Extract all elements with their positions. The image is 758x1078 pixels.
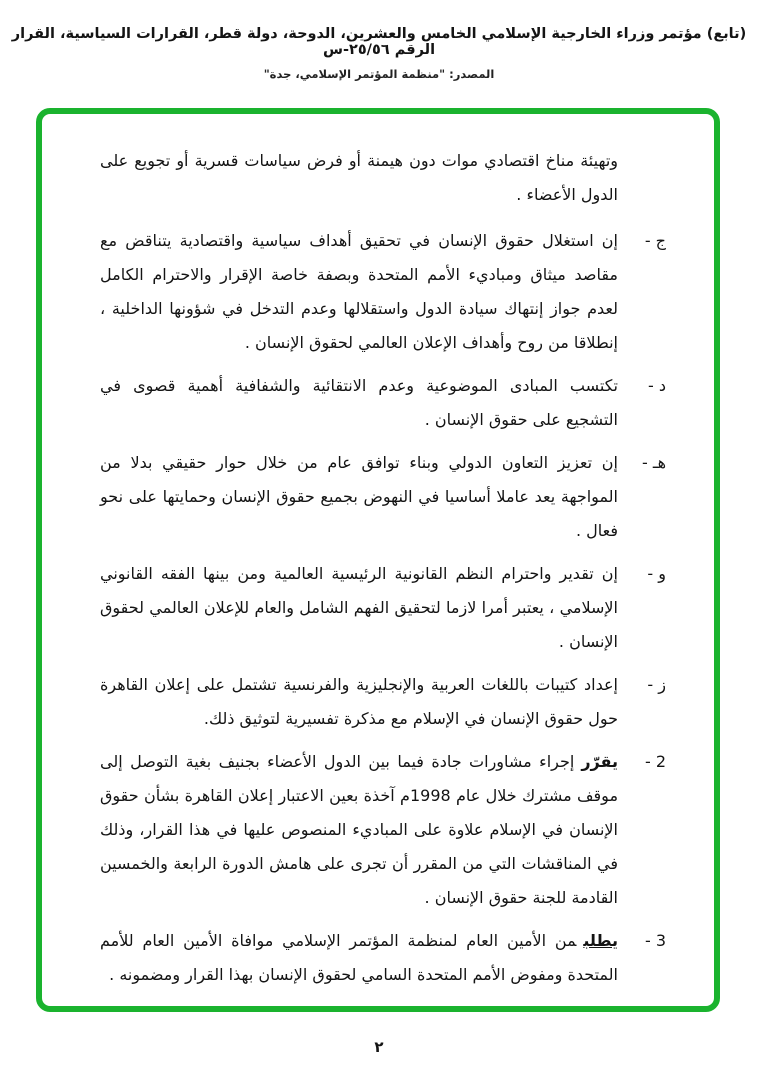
operative-verb: يطلب (583, 931, 618, 950)
item-marker (618, 1001, 666, 1012)
item-marker: و - (647, 564, 666, 583)
list-item-3 (100, 924, 666, 992)
item-text (100, 924, 618, 992)
list-item-4 (100, 1001, 666, 1012)
list-item-2 (100, 745, 666, 915)
document-body (42, 114, 714, 1012)
item-text: إن تعزيز التعاون الدولي وبناء توافق عام من خلال حوار حقيقي بدلا من المواجهة يعد عاملا أساسيا في النهوض بجميع حقوق الإنسان وحمايتها على نحو فعال . (100, 453, 618, 540)
list-item-ha (100, 446, 666, 548)
item-text-body: من الأمين العام لمنظمة المؤتمر الإسلامي موافاة الأمين العام للأمم المتحدة ومفوض الأمم المتحدة السامي لحقوق الإنسان بهذا القرار ومضمونه . (100, 931, 618, 984)
content-frame (36, 108, 720, 1012)
operative-verb (583, 1008, 618, 1012)
document-header (0, 26, 758, 81)
item-text: إن تقدير واحترام النظم القانونية الرئيسية العالمية ومن بينها الفقه القانوني الإسلامي ، يعتبر أمرا لازما لتحقيق الفهم الشامل والعام للإعلان العالمي لحقوق الإنسان . (100, 564, 618, 651)
item-text: إن استغلال حقوق الإنسان في تحقيق أهداف سياسية واقتصادية يتناقض مع مقاصد ميثاق ومباديء الأمم المتحدة وبصفة خاصة الإقرار والاحترام الكامل لعدم جواز إنتهاك سيادة الدول واستقلالها وعدم التدخل في شؤونها الداخلية ، إنطلاقا من روح وأهداف الإعلان العالمي لحقوق الإنسان . (100, 231, 618, 352)
item-text (100, 745, 618, 915)
list-item-zay (100, 668, 666, 736)
list-item-dal (100, 369, 666, 437)
header-title: (تابع) مؤتمر وزراء الخارجية الإسلامي الخامس والعشرين، الدوحة، دولة قطر، القرارات السياسية، القرار الرقم ٢٥/٥٦-س (11, 26, 747, 58)
item-marker: 3 - (644, 931, 666, 950)
item-marker: 2 - (644, 752, 666, 771)
item-text: تكتسب المبادى الموضوعية وعدم الانتقائية والشفافية أهمية قصوى في التشجيع على حقوق الإنسان . (100, 376, 618, 429)
operative-verb: يقرّر (581, 752, 618, 771)
header-source: المصدر: "منظمة المؤتمر الإسلامي، جدة" (263, 67, 495, 81)
item-text-body: إجراء مشاورات جادة فيما بين الدول الأعضاء بجنيف بغية التوصل إلى موقف مشترك خلال عام 1998م آخذة بعين الاعتبار إعلان القاهرة بشأن حقوق الإنسان في الإسلام علاوة على المباديء المنصوص عليها في هذا القرار، وذلك في المناقشات التي من المقرر أن تجرى على هامش الدورة الرابعة والخمسين القادمة للجنة حقوق الإنسان . (100, 752, 619, 907)
intro-paragraph: وتهيئة مناخ اقتصادي موات دون هيمنة أو فرض سياسات قسرية أو تجويع على الدول الأعضاء . (100, 151, 618, 204)
item-marker: ز - (647, 675, 666, 694)
item-marker: هـ - (642, 453, 666, 472)
item-text-body (100, 1008, 618, 1012)
list-item-jeem (100, 224, 666, 360)
item-text (100, 1001, 618, 1012)
item-marker: ج - (644, 231, 666, 250)
item-text: إعداد كتيبات باللغات العربية والإنجليزية والفرنسية تشتمل على إعلان القاهرة حول حقوق الإنسان في الإسلام مع مذكرة تفسيرية لتوثيق ذلك. (100, 675, 618, 728)
item-marker: د - (648, 376, 666, 395)
page-number: ٢ (374, 1038, 384, 1056)
list-item-waw (100, 557, 666, 659)
